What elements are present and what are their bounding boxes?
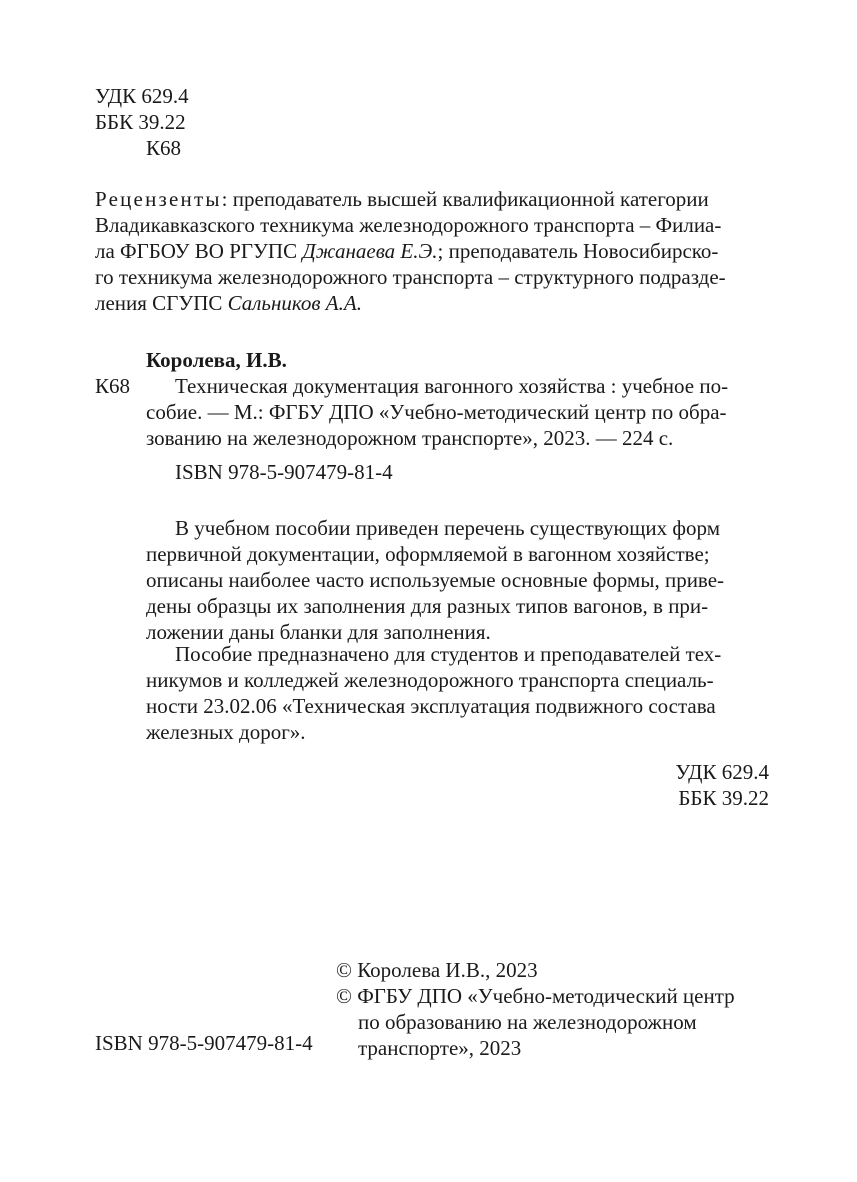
abstract-p1-line-1: В учебном пособии приведен перечень существующих форм — [175, 516, 720, 540]
record-isbn: ISBN 978-5-907479-81-4 — [175, 460, 393, 484]
abstract-p1-line-2: первичной документации, оформляемой в вагонном хозяйстве; — [146, 542, 710, 566]
abstract-p2-line-3: ности 23.02.06 «Техническая эксплуатация подвижного состава — [146, 694, 716, 718]
abstract-p2-line-2: никумов и колледжей железнодорожного транспорта специаль- — [146, 668, 714, 692]
copyright-publisher-line-3: транспорте», 2023 — [358, 1036, 522, 1060]
bbk-code: ББК 39.22 — [95, 110, 186, 134]
record-title-line-1: Техническая документация вагонного хозяйства : учебное по- — [175, 374, 729, 398]
copyright-author: © Королева И.В., 2023 — [336, 958, 538, 982]
abstract-p1-line-5: ложении даны бланки для заполнения. — [146, 620, 491, 644]
reviewers-line-4: го техникума железнодорожного транспорта – структурного подразде- — [95, 265, 726, 289]
abstract-p2-line-4: железных дорог». — [146, 720, 306, 744]
record-mark: К68 — [95, 374, 131, 398]
record-title-line-2: собие. — М.: ФГБУ ДПО «Учебно-методический центр по обра- — [146, 400, 727, 424]
copyright-publisher-line-1: © ФГБУ ДПО «Учебно-методический центр — [336, 984, 735, 1008]
udk-code: УДК 629.4 — [95, 84, 189, 108]
reviewers-line-5: ления СГУПС Сальников А.А. — [95, 291, 362, 315]
reviewers-label: Рецензенты — [95, 187, 222, 211]
reviewer-name-2: Сальников А.А. — [227, 291, 362, 315]
author-mark: К68 — [146, 136, 182, 160]
abstract-p2-line-1: Пособие предназначено для студентов и преподавателей тех- — [175, 642, 722, 666]
bbk-code-bottom: ББК 39.22 — [678, 786, 769, 810]
reviewers-line-3: ла ФГБОУ ВО РГУПС Джанаева Е.Э.; преподаватель Новосибирско- — [95, 239, 719, 263]
record-author: Королева, И.В. — [146, 348, 287, 372]
udk-code-bottom: УДК 629.4 — [675, 760, 769, 784]
record-title-line-3: зованию на железнодорожном транспорте», 2023. — 224 с. — [146, 426, 674, 450]
reviewers-line-1: Рецензенты: преподаватель высшей квалификационной категории — [95, 187, 709, 211]
abstract-p1-line-3: описаны наиболее часто используемые основные формы, приве- — [146, 568, 725, 592]
reviewers-line-2: Владикавказского техникума железнодорожного транспорта – Филиа- — [95, 213, 722, 237]
abstract-p1-line-4: дены образцы их заполнения для разных типов вагонов, в при- — [146, 594, 709, 618]
isbn-bottom: ISBN 978-5-907479-81-4 — [95, 1031, 313, 1055]
copyright-publisher-line-2: по образованию на железнодорожном — [358, 1010, 697, 1034]
reviewer-name-1: Джанаева Е.Э. — [302, 239, 438, 263]
